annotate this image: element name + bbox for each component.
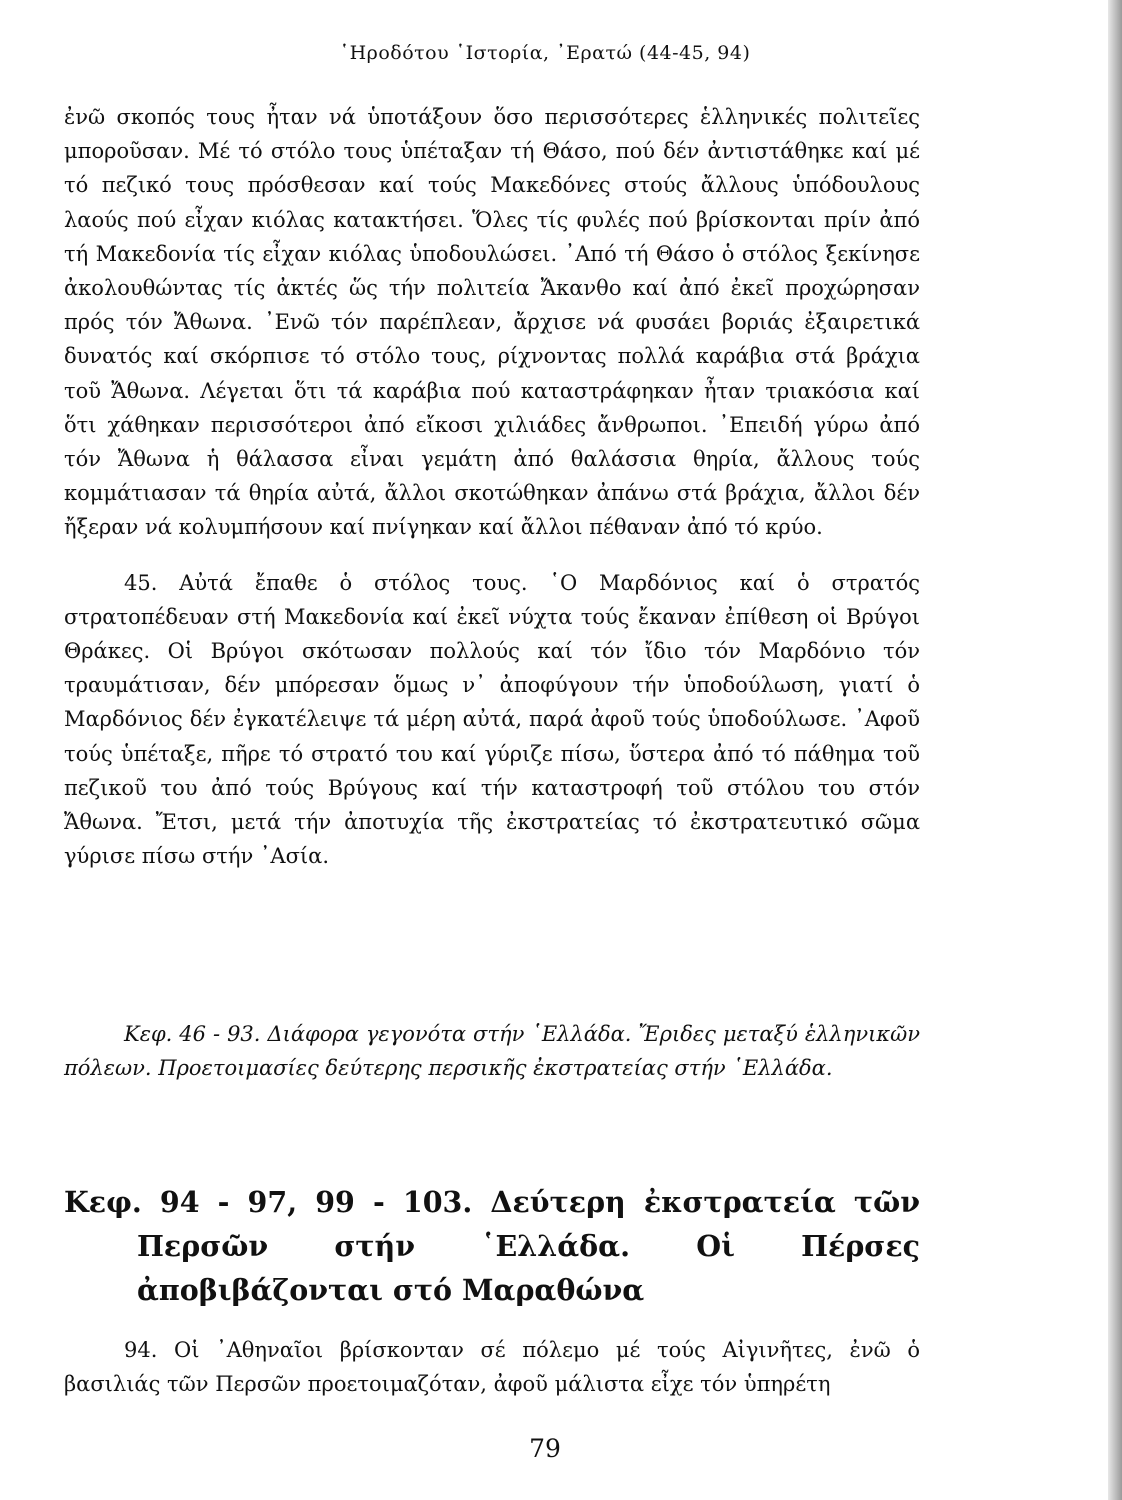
paragraph-94: 94. Οἱ ᾿Αθηναῖοι βρίσκονταν σέ πόλεμο μέ τούς Αἰγινῆτες, ἐνῶ ὁ βασιλιάς τῶν Περσῶν προετοιμαζόταν, ἀφοῦ μάλιστα εἶχε τόν ὑπηρέτη <box>64 1338 920 1397</box>
page-number: 79 <box>529 1434 561 1463</box>
running-head: ῾Ηροδότου ῾Ιστορία, ᾿Ερατώ (44-45, 94) <box>339 42 751 64</box>
paragraph-44-end: ἐνῶ σκοπός τους ἦταν νά ὑποτάξουν ὅσο περισσότερες ἑλληνικές πολιτεῖες μποροῦσαν. Μέ τό στόλο τους ὑπέταξαν τή Θάσο, πού δέν ἀντιστάθηκε καί μέ τό πεζικό τους πρόσθεσαν καί τούς Μακεδόνες στούς ἄλλους ὑπόδουλους λαούς πού εἶχαν κιόλας κατακτήσει. Ὅλες τίς φυλές πού βρίσκονται πρίν ἀπό τή Μακεδονία τίς εἶχαν κιόλας ὑποδουλώσει. ᾿Από τή Θάσο ὁ στόλος ξεκίνησε ἀκολουθώντας τίς ἀκτές ὥς τήν πολιτεία Ἄκανθο καί ἀπό ἐκεῖ προχώρησαν πρός τόν Ἄθωνα. ᾿Ενῶ τόν παρέπλεαν, ἄρχισε νά φυσάει βοριάς ἐξαιρετικά δυνατός καί σκόρπισε τό στόλο τους, ρίχνοντας πολλά καράβια στά βράχια τοῦ Ἄθωνα. Λέγεται ὅτι τά καράβια πού καταστράφηκαν ἦταν τριακόσια καί ὅτι χάθηκαν περισσότεροι ἀπό εἴκοσι χιλιάδες ἄνθρωποι. ᾿Επειδή γύρω ἀπό τόν Ἄθωνα ἡ θάλασσα εἶναι γεμάτη ἀπό θαλάσσια θηρία, ἄλλους τούς κομμάτιασαν τά θηρία αὐτά, ἄλλοι σκοτώθηκαν ἀπάνω στά βράχια, ἄλλοι δέν ἤξεραν νά κολυμπήσουν καί πνίγηκαν καί ἄλλοι πέθαναν ἀπό τό κρύο. <box>64 105 920 540</box>
main-text <box>64 100 920 873</box>
chapter-summary-46-93: Κεφ. 46 - 93. Διάφορα γεγονότα στήν ῾Ελλάδα. Ἔριδες μεταξύ ἑλληνικῶν πόλεων. Προετοιμασίες δεύτερης περσικῆς ἐκστρατείας στήν ῾Ελλάδα. <box>64 1022 920 1080</box>
section-heading: Κεφ. 94 - 97, 99 - 103. Δεύτερη ἐκστρατεία τῶν Περσῶν στήν ῾Ελλάδα. Οἱ Πέρσες ἀποβιβάζονται στό Μαραθώνα <box>64 1185 920 1307</box>
page-edge-shadow <box>1108 0 1122 1500</box>
paragraph-45: 45. Αὐτά ἔπαθε ὁ στόλος τους. ῾Ο Μαρδόνιος καί ὁ στρατός στρατοπέδευαν στή Μακεδονία καί ἐκεῖ νύχτα τούς ἔκαναν ἐπίθεση οἱ Βρύγοι Θράκες. Οἱ Βρύγοι σκότωσαν πολλούς καί τόν ἴδιο τόν Μαρδόνιο τόν τραυμάτισαν, δέν μπόρεσαν ὅμως ν᾿ ἀποφύγουν τήν ὑποδούλωση, γιατί ὁ Μαρδόνιος δέν ἐγκατέλειψε τά μέρη αὐτά, παρά ἀφοῦ τούς ὑποδούλωσε. ᾿Αφοῦ τούς ὑπέταξε, πῆρε τό στρατό του καί γύριζε πίσω, ὕστερα ἀπό τό πάθημα τοῦ πεζικοῦ του ἀπό τούς Βρύγους καί τήν καταστροφή τοῦ στόλου του στόν Ἄθωνα. Ἔτσι, μετά τήν ἀποτυχία τῆς ἐκστρατείας τό ἐκστρατευτικό σῶμα γύρισε πίσω στήν ᾿Ασία. <box>64 570 920 869</box>
